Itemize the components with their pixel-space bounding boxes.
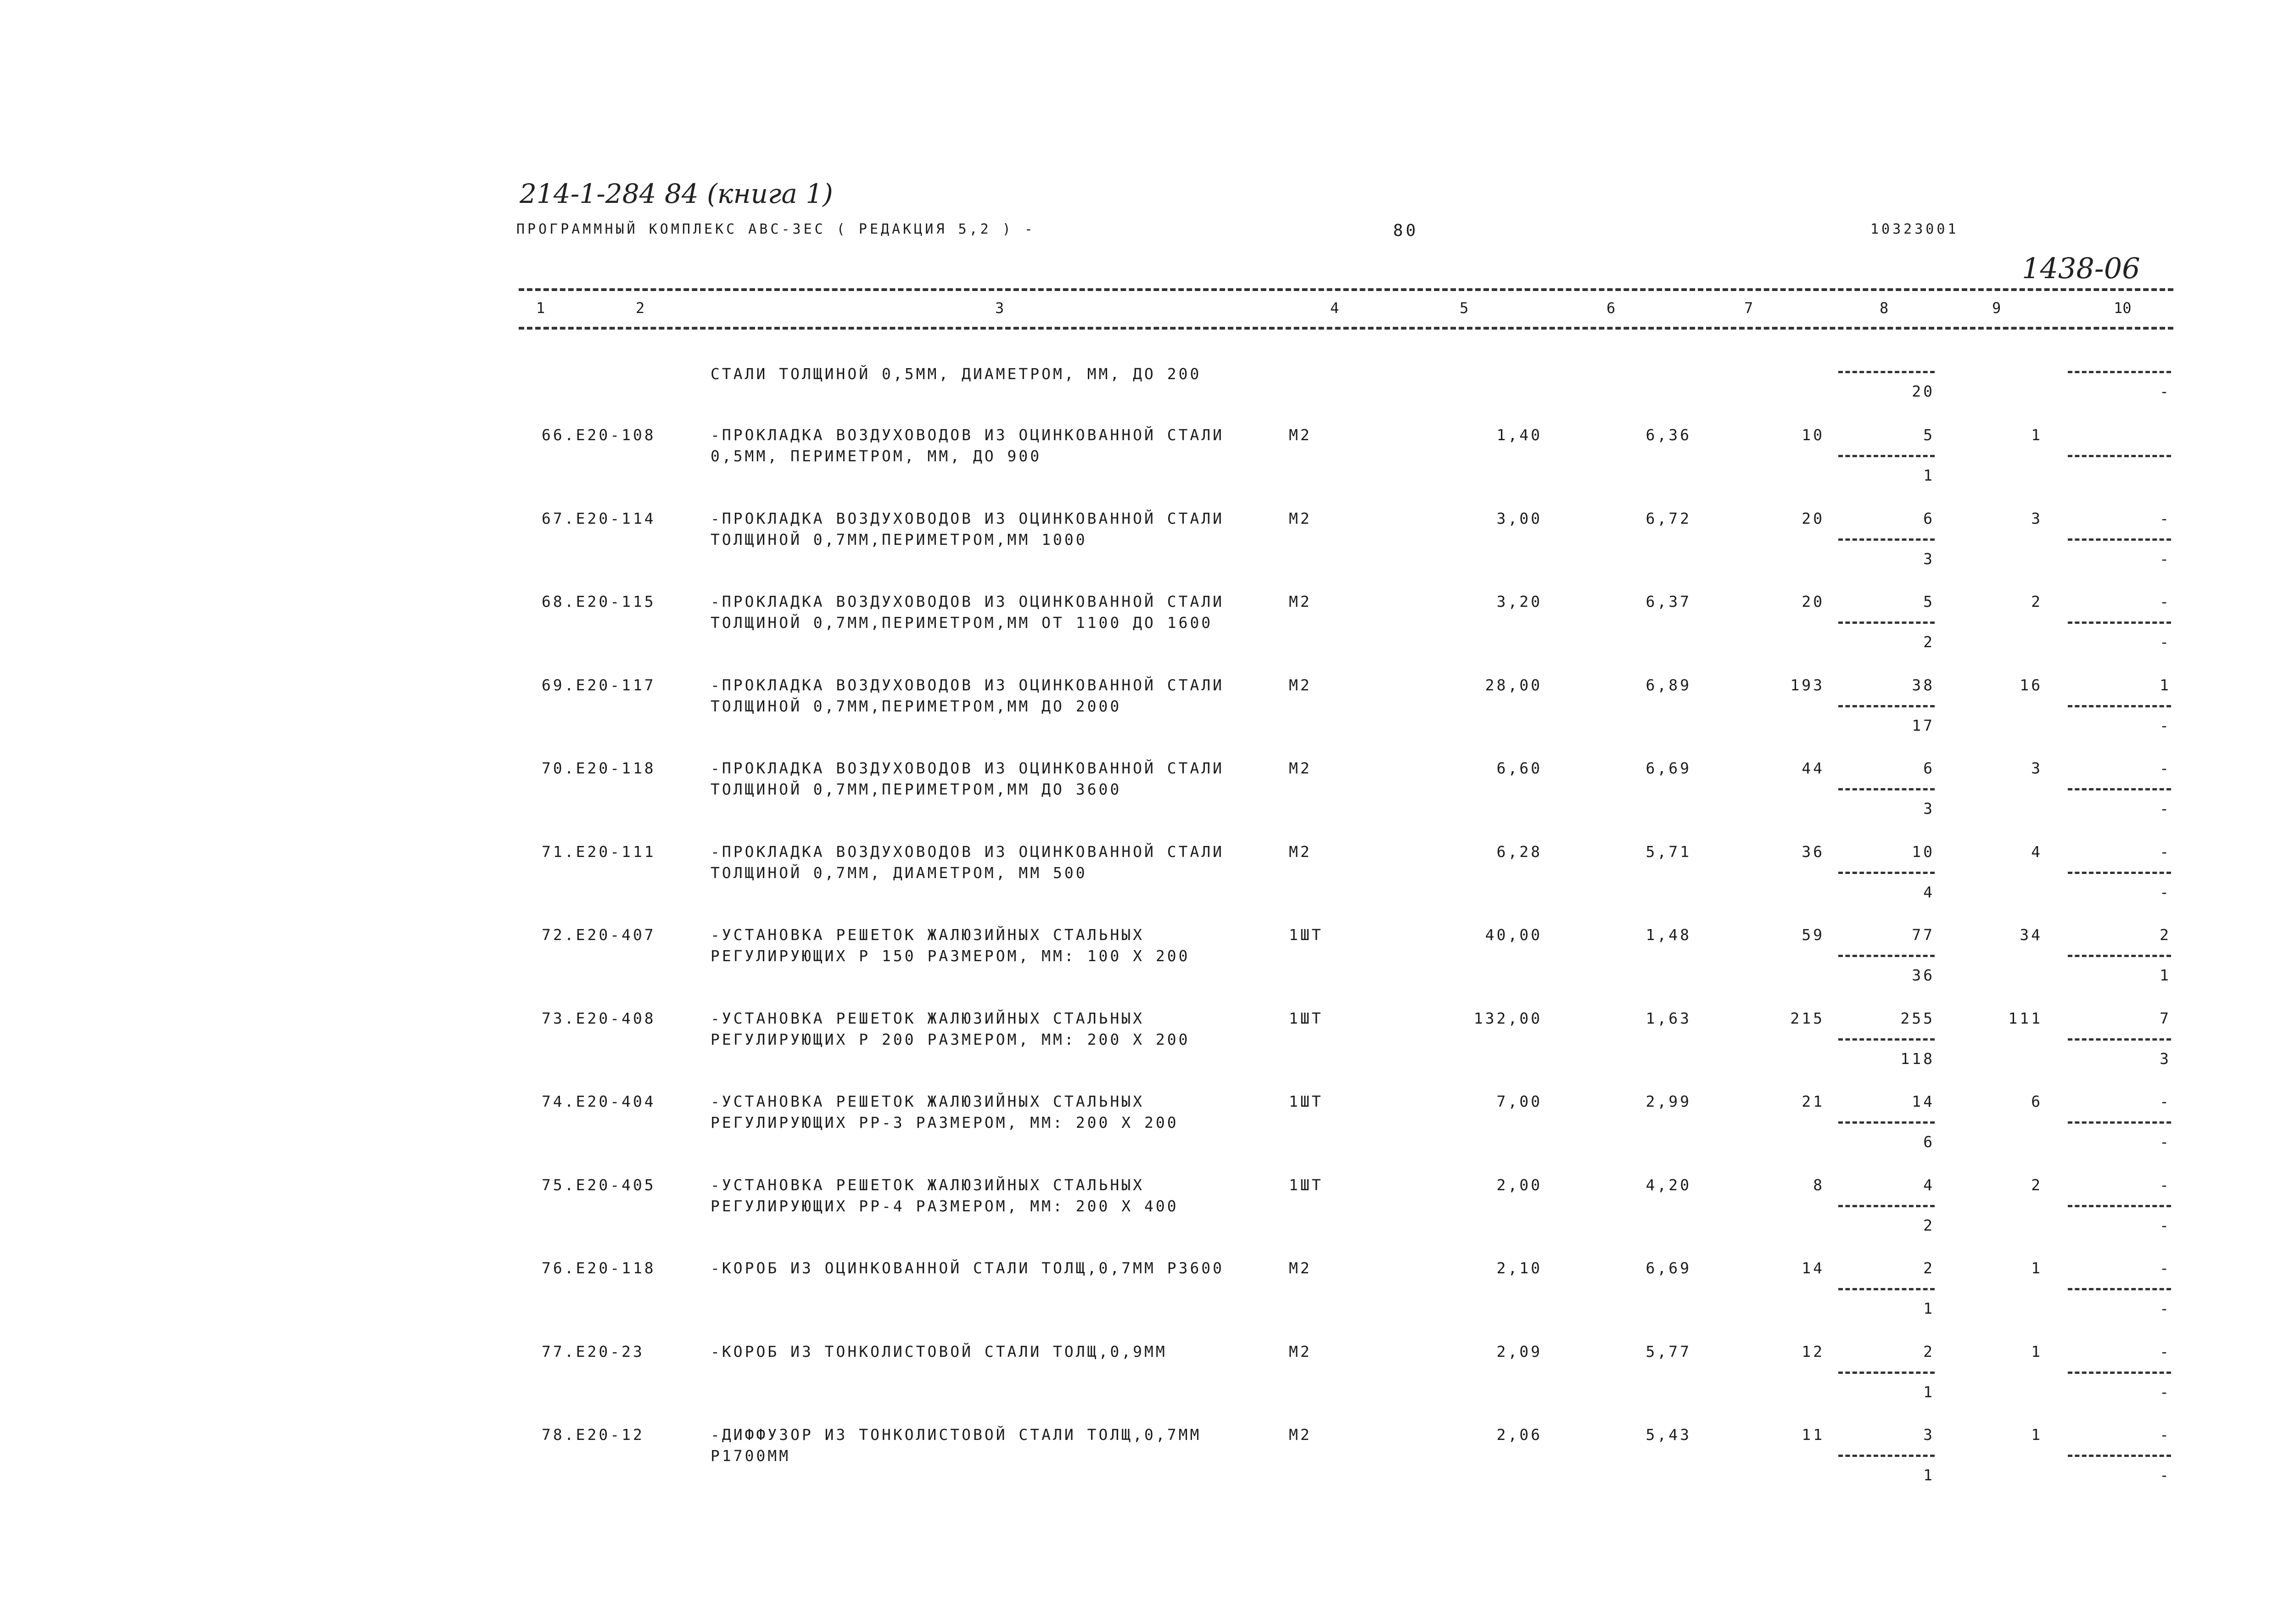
column-10-fraction-bar <box>2068 1288 2171 1290</box>
item-code: 74.Е20-404 <box>542 1092 656 1110</box>
unit: 1ШТ <box>1289 1092 1323 1110</box>
table-row <box>0 425 2295 503</box>
column-8-fraction-bar <box>1838 955 1935 957</box>
column-10-fraction-bar <box>2068 1038 2171 1041</box>
table-row <box>0 1341 2295 1419</box>
unit: М2 <box>1289 510 1312 527</box>
unit: 1ШТ <box>1289 926 1323 944</box>
work-description: -ПРОКЛАДКА ВОЗДУХОВОДОВ ИЗ ОЦИНКОВАННОЙ СТАЛИ 0,5ММ, ПЕРИМЕТРОМ, ММ, ДО 900 <box>711 426 1225 465</box>
column-5-value: 40,00 <box>1485 926 1542 944</box>
column-8-top: 10 <box>1912 843 1935 861</box>
column-8-bottom: 20 <box>1912 382 1935 400</box>
column-9-value: 111 <box>2008 1009 2043 1027</box>
column-7-value: 193 <box>1790 676 1825 694</box>
column-6-value: 1,48 <box>1646 926 1691 944</box>
column-8-bottom: 3 <box>1923 550 1935 568</box>
column-9-value: 3 <box>2031 510 2043 527</box>
column-8-bottom: 1 <box>1923 1299 1935 1317</box>
column-5-value: 28,00 <box>1485 676 1542 694</box>
column-6-value: 1,63 <box>1646 1009 1691 1027</box>
column-9-value: 2 <box>2031 1176 2043 1194</box>
work-description: -ДИФФУЗОР ИЗ ТОНКОЛИСТОВОЙ СТАЛИ ТОЛЩ,0,7ММ Р1700ММ <box>711 1426 1202 1465</box>
column-10-bottom: 3 <box>2160 1050 2171 1068</box>
column-9-value: 1 <box>2031 1259 2043 1277</box>
column-6-value: 5,43 <box>1646 1426 1691 1444</box>
unit: М2 <box>1289 426 1312 444</box>
archive-number: 1438-06 <box>2022 252 2140 285</box>
column-6-value: 6,69 <box>1646 1259 1691 1277</box>
column-7-value: 44 <box>1802 759 1825 777</box>
column-7-value: 59 <box>1802 926 1825 944</box>
header-rule-bottom <box>519 327 2173 330</box>
column-10-fraction-bar <box>2068 1372 2171 1374</box>
column-10-fraction-bar <box>2068 622 2171 624</box>
unit: М2 <box>1289 759 1312 777</box>
column-10-fraction-bar <box>2068 1205 2171 1207</box>
column-10-bottom: - <box>2160 550 2171 568</box>
column-7-value: 14 <box>1802 1259 1825 1277</box>
column-9-value: 1 <box>2031 1426 2043 1444</box>
work-description: -ПРОКЛАДКА ВОЗДУХОВОДОВ ИЗ ОЦИНКОВАННОЙ СТАЛИ ТОЛЩИНОЙ 0,7ММ, ДИАМЕТРОМ, ММ 500 <box>711 843 1225 882</box>
column-header-6: 6 <box>1606 299 1616 317</box>
column-8-fraction-bar <box>1838 1121 1935 1124</box>
column-9-value: 1 <box>2031 426 2043 444</box>
unit: 1ШТ <box>1289 1009 1323 1027</box>
column-5-value: 132,00 <box>1473 1009 1542 1027</box>
column-6-value: 6,69 <box>1646 759 1691 777</box>
item-code: 66.Е20-108 <box>542 426 656 444</box>
column-10-fraction-bar <box>2068 788 2171 790</box>
column-8-fraction-bar <box>1838 371 1935 373</box>
column-8-fraction-bar <box>1838 1455 1935 1457</box>
column-10-bottom: 1 <box>2160 966 2171 984</box>
column-8-top: 5 <box>1923 593 1935 610</box>
column-8-bottom: 1 <box>1923 1466 1935 1484</box>
page-number: 80 <box>1393 221 1419 240</box>
column-7-value: 11 <box>1802 1426 1825 1444</box>
column-8-bottom: 6 <box>1923 1133 1935 1151</box>
column-9-value: 3 <box>2031 759 2043 777</box>
column-6-value: 6,37 <box>1646 593 1691 610</box>
column-6-value: 5,77 <box>1646 1343 1691 1361</box>
column-10-top: 1 <box>2160 676 2171 694</box>
work-description: -УСТАНОВКА РЕШЕТОК ЖАЛЮЗИЙНЫХ СТАЛЬНЫХ РЕГУЛИРУЮЩИХ РР-3 РАЗМЕРОМ, ММ: 200 Х 200 <box>711 1092 1179 1131</box>
column-7-value: 215 <box>1790 1009 1825 1027</box>
table-row <box>0 1258 2295 1336</box>
header-rule-top <box>519 288 2173 291</box>
column-8-bottom: 2 <box>1923 633 1935 651</box>
item-code: 71.Е20-111 <box>542 843 656 861</box>
column-10-fraction-bar <box>2068 955 2171 957</box>
column-7-value: 20 <box>1802 593 1825 610</box>
column-8-fraction-bar <box>1838 1038 1935 1041</box>
work-description: -УСТАНОВКА РЕШЕТОК ЖАЛЮЗИЙНЫХ СТАЛЬНЫХ РЕГУЛИРУЮЩИХ РР-4 РАЗМЕРОМ, ММ: 200 Х 400 <box>711 1176 1179 1215</box>
column-7-value: 10 <box>1802 426 1825 444</box>
column-header-8: 8 <box>1880 299 1889 317</box>
column-header-10: 10 <box>2114 299 2132 317</box>
work-description: -УСТАНОВКА РЕШЕТОК ЖАЛЮЗИЙНЫХ СТАЛЬНЫХ РЕГУЛИРУЮЩИХ Р 150 РАЗМЕРОМ, ММ: 100 Х 200 <box>711 926 1190 965</box>
table-row <box>0 1008 2295 1086</box>
column-10-fraction-bar <box>2068 455 2171 457</box>
column-8-bottom: 1 <box>1923 1383 1935 1401</box>
column-header-2: 2 <box>636 299 645 317</box>
column-8-fraction-bar <box>1838 622 1935 624</box>
column-header-4: 4 <box>1330 299 1339 317</box>
column-10-top: - <box>2160 1426 2171 1444</box>
unit: М2 <box>1289 1426 1312 1444</box>
column-8-bottom: 118 <box>1900 1050 1935 1068</box>
column-8-bottom: 36 <box>1912 966 1935 984</box>
column-10-fraction-bar <box>2068 538 2171 541</box>
unit: М2 <box>1289 1259 1312 1277</box>
column-10-bottom: - <box>2160 1466 2171 1484</box>
table-row <box>0 924 2295 1002</box>
unit: 1ШТ <box>1289 1176 1323 1194</box>
item-code: 75.Е20-405 <box>542 1176 656 1194</box>
column-10-fraction-bar <box>2068 371 2171 373</box>
column-6-value: 5,71 <box>1646 843 1691 861</box>
unit: М2 <box>1289 843 1312 861</box>
column-8-top: 255 <box>1900 1009 1935 1027</box>
column-8-fraction-bar <box>1838 1288 1935 1290</box>
column-header-3: 3 <box>995 299 1004 317</box>
column-5-value: 2,10 <box>1496 1259 1542 1277</box>
column-10-top: - <box>2160 1259 2171 1277</box>
program-line: ПРОГРАММНЫЙ КОМПЛЕКС АВС-3ЕС ( РЕДАКЦИЯ 5,2 ) - <box>516 221 1036 237</box>
column-8-fraction-bar <box>1838 872 1935 874</box>
item-code: 76.Е20-118 <box>542 1259 656 1277</box>
document-reference: 214-1-284 84 (книга 1) <box>520 178 833 209</box>
column-8-bottom: 3 <box>1923 800 1935 818</box>
column-10-bottom: - <box>2160 1216 2171 1234</box>
column-10-bottom: - <box>2160 382 2171 400</box>
column-10-bottom: - <box>2160 883 2171 901</box>
column-8-fraction-bar <box>1838 1372 1935 1374</box>
column-8-top: 4 <box>1923 1176 1935 1194</box>
column-8-top: 38 <box>1912 676 1935 694</box>
column-6-value: 6,89 <box>1646 676 1691 694</box>
column-10-top: 2 <box>2160 926 2171 944</box>
column-9-value: 2 <box>2031 593 2043 610</box>
column-5-value: 2,09 <box>1496 1343 1542 1361</box>
column-5-value: 6,28 <box>1496 843 1542 861</box>
column-5-value: 7,00 <box>1496 1092 1542 1110</box>
column-10-top: 7 <box>2160 1009 2171 1027</box>
item-code: 73.Е20-408 <box>542 1009 656 1027</box>
unit: М2 <box>1289 676 1312 694</box>
column-8-top: 2 <box>1923 1259 1935 1277</box>
column-10-bottom: - <box>2160 800 2171 818</box>
table-row <box>0 508 2295 586</box>
column-10-top: - <box>2160 1176 2171 1194</box>
column-10-fraction-bar <box>2068 705 2171 707</box>
column-7-value: 20 <box>1802 510 1825 527</box>
column-8-bottom: 17 <box>1912 717 1935 734</box>
column-7-value: 8 <box>1813 1176 1825 1194</box>
column-7-value: 36 <box>1802 843 1825 861</box>
item-code: 78.Е20-12 <box>542 1426 644 1444</box>
work-description: -КОРОБ ИЗ ОЦИНКОВАННОЙ СТАЛИ ТОЛЩ,0,7ММ Р3600 <box>711 1259 1225 1277</box>
item-code: 70.Е20-118 <box>542 759 656 777</box>
column-5-value: 3,20 <box>1496 593 1542 610</box>
column-8-top: 77 <box>1912 926 1935 944</box>
column-8-top: 6 <box>1923 510 1935 527</box>
work-description: -ПРОКЛАДКА ВОЗДУХОВОДОВ ИЗ ОЦИНКОВАННОЙ СТАЛИ ТОЛЩИНОЙ 0,7ММ,ПЕРИМЕТРОМ,ММ ДО 2000 <box>711 676 1225 715</box>
column-10-fraction-bar <box>2068 1121 2171 1124</box>
table-row <box>0 1175 2295 1253</box>
column-10-bottom: - <box>2160 1383 2171 1401</box>
column-7-value: 12 <box>1802 1343 1825 1361</box>
work-description: -ПРОКЛАДКА ВОЗДУХОВОДОВ ИЗ ОЦИНКОВАННОЙ СТАЛИ ТОЛЩИНОЙ 0,7ММ,ПЕРИМЕТРОМ,ММ ОТ 1100 ДО 1600 <box>711 593 1225 632</box>
column-6-value: 6,72 <box>1646 510 1691 527</box>
column-10-top: - <box>2160 1092 2171 1110</box>
item-code: 69.Е20-117 <box>542 676 656 694</box>
column-10-top: - <box>2160 759 2171 777</box>
column-8-fraction-bar <box>1838 455 1935 457</box>
column-10-bottom: - <box>2160 1133 2171 1151</box>
work-description: -ПРОКЛАДКА ВОЗДУХОВОДОВ ИЗ ОЦИНКОВАННОЙ СТАЛИ ТОЛЩИНОЙ 0,7ММ,ПЕРИМЕТРОМ,ММ 1000 <box>711 510 1225 549</box>
item-code: 67.Е20-114 <box>542 510 656 527</box>
column-9-value: 16 <box>2020 676 2043 694</box>
column-8-top: 6 <box>1923 759 1935 777</box>
item-code: 68.Е20-115 <box>542 593 656 610</box>
table-row <box>0 841 2295 919</box>
column-10-top: - <box>2160 510 2171 527</box>
item-code: 77.Е20-23 <box>542 1343 644 1361</box>
column-9-value: 6 <box>2031 1092 2043 1110</box>
item-code: 72.Е20-407 <box>542 926 656 944</box>
column-10-bottom: - <box>2160 717 2171 734</box>
column-8-bottom: 4 <box>1923 883 1935 901</box>
column-8-top: 5 <box>1923 426 1935 444</box>
unit: М2 <box>1289 1343 1312 1361</box>
column-8-top: 2 <box>1923 1343 1935 1361</box>
table-row <box>0 1424 2295 1502</box>
document-code: 10323001 <box>1870 221 1959 237</box>
column-10-fraction-bar <box>2068 872 2171 874</box>
work-description: -КОРОБ ИЗ ТОНКОЛИСТОВОЙ СТАЛИ ТОЛЩ,0,9ММ <box>711 1343 1167 1361</box>
table-row <box>0 675 2295 753</box>
column-10-bottom: - <box>2160 633 2171 651</box>
column-9-value: 34 <box>2020 926 2043 944</box>
column-5-value: 3,00 <box>1496 510 1542 527</box>
column-header-5: 5 <box>1460 299 1469 317</box>
column-8-bottom: 2 <box>1923 1216 1935 1234</box>
column-header-9: 9 <box>1992 299 2001 317</box>
column-8-fraction-bar <box>1838 538 1935 541</box>
column-6-value: 6,36 <box>1646 426 1691 444</box>
column-9-value: 4 <box>2031 843 2043 861</box>
column-10-bottom: - <box>2160 1299 2171 1317</box>
column-10-top: - <box>2160 843 2171 861</box>
column-8-top: 14 <box>1912 1092 1935 1110</box>
column-5-value: 2,06 <box>1496 1426 1542 1444</box>
column-7-value: 21 <box>1802 1092 1825 1110</box>
column-5-value: 1,40 <box>1496 426 1542 444</box>
column-9-value: 1 <box>2031 1343 2043 1361</box>
table-row <box>0 591 2295 669</box>
column-header-1: 1 <box>536 299 545 317</box>
unit: М2 <box>1289 593 1312 610</box>
column-header-7: 7 <box>1744 299 1753 317</box>
column-10-top: - <box>2160 1343 2171 1361</box>
table-row <box>0 758 2295 836</box>
column-8-top: 3 <box>1923 1426 1935 1444</box>
work-description: -ПРОКЛАДКА ВОЗДУХОВОДОВ ИЗ ОЦИНКОВАННОЙ СТАЛИ ТОЛЩИНОЙ 0,7ММ,ПЕРИМЕТРОМ,ММ ДО 3600 <box>711 759 1225 798</box>
column-5-value: 6,60 <box>1496 759 1542 777</box>
column-5-value: 2,00 <box>1496 1176 1542 1194</box>
column-6-value: 4,20 <box>1646 1176 1691 1194</box>
column-10-fraction-bar <box>2068 1455 2171 1457</box>
table-row <box>0 1091 2295 1169</box>
column-8-fraction-bar <box>1838 788 1935 790</box>
continuation-description: СТАЛИ ТОЛЩИНОЙ 0,5ММ, ДИАМЕТРОМ, ММ, ДО 200 <box>711 365 1202 383</box>
column-10-top: - <box>2160 593 2171 610</box>
work-description: -УСТАНОВКА РЕШЕТОК ЖАЛЮЗИЙНЫХ СТАЛЬНЫХ РЕГУЛИРУЮЩИХ Р 200 РАЗМЕРОМ, ММ: 200 Х 200 <box>711 1009 1190 1048</box>
column-8-fraction-bar <box>1838 1205 1935 1207</box>
column-6-value: 2,99 <box>1646 1092 1691 1110</box>
column-8-fraction-bar <box>1838 705 1935 707</box>
column-8-bottom: 1 <box>1923 466 1935 484</box>
